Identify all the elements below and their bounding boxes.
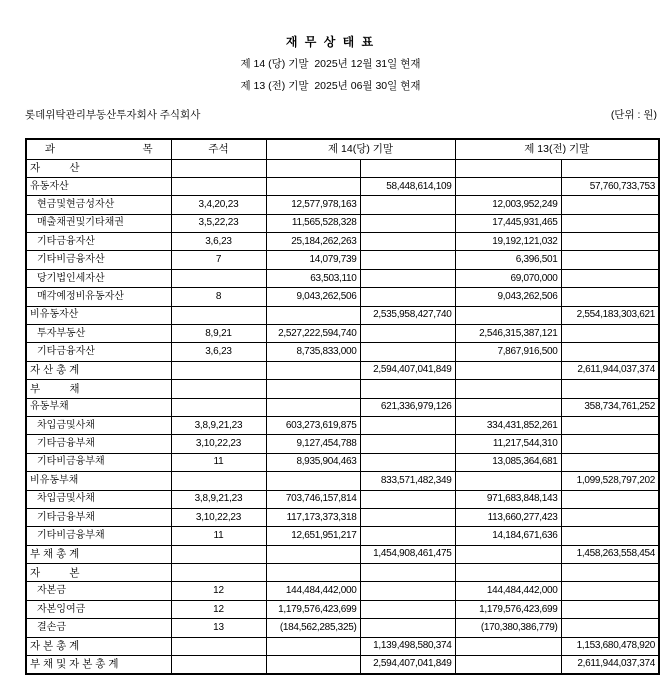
current-period-detail-value: 11,565,528,328 <box>266 214 360 232</box>
prior-period-detail-value: 334,431,852,261 <box>455 416 561 434</box>
current-period-total-value <box>360 233 455 251</box>
current-period-detail-value: 14,079,739 <box>266 251 360 269</box>
table-row <box>26 600 659 618</box>
balance-sheet-table <box>25 138 660 675</box>
prior-period-total-value <box>561 582 659 600</box>
prior-period-total-value <box>561 619 659 637</box>
current-period-total-value <box>360 343 455 361</box>
current-period-detail-value <box>266 398 360 416</box>
current-period-total-value <box>360 196 455 214</box>
account-label: 결손금 <box>26 619 171 637</box>
current-period-total-value <box>360 435 455 453</box>
note-reference <box>171 545 266 563</box>
prior-period-total-value <box>561 214 659 232</box>
prior-period-detail-value <box>455 361 561 379</box>
prior-period-total-value: 2,611,944,037,374 <box>561 361 659 379</box>
current-period-detail-value <box>266 306 360 324</box>
note-reference: 8 <box>171 288 266 306</box>
column-header-note: 주석 <box>171 139 266 159</box>
prior-period-total-value: 2,611,944,037,374 <box>561 656 659 674</box>
prior-period-total-value <box>561 527 659 545</box>
current-period-total-value <box>360 619 455 637</box>
table-row <box>26 214 659 232</box>
account-label: 기타비금융부채 <box>26 453 171 471</box>
table-row <box>26 527 659 545</box>
note-reference: 12 <box>171 600 266 618</box>
account-label: 기타금융부채 <box>26 435 171 453</box>
note-reference <box>171 177 266 195</box>
account-label: 부 채 총 계 <box>26 545 171 563</box>
note-reference <box>171 656 266 674</box>
note-reference <box>171 159 266 177</box>
table-row <box>26 398 659 416</box>
table-row <box>26 343 659 361</box>
current-period-total-value <box>360 416 455 434</box>
current-period-total-value: 58,448,614,109 <box>360 177 455 195</box>
table-row <box>26 196 659 214</box>
prior-period-detail-value <box>455 472 561 490</box>
current-period-detail-value <box>266 545 360 563</box>
prior-period-total-value <box>561 325 659 343</box>
current-period-detail-value <box>266 656 360 674</box>
note-reference: 3,5,22,23 <box>171 214 266 232</box>
current-period-total-value <box>360 582 455 600</box>
note-reference: 8,9,21 <box>171 325 266 343</box>
table-row <box>26 656 659 674</box>
current-period-detail-value <box>266 361 360 379</box>
prior-period-detail-value <box>455 656 561 674</box>
prior-period-detail-value: 971,683,848,143 <box>455 490 561 508</box>
table-row <box>26 472 659 490</box>
prior-period-detail-value: (170,380,386,779) <box>455 619 561 637</box>
current-period-detail-value <box>266 564 360 582</box>
column-header-account: 과 목 <box>26 139 171 159</box>
current-period-detail-value: 25,184,262,263 <box>266 233 360 251</box>
current-period-total-value: 621,336,979,126 <box>360 398 455 416</box>
prior-period-detail-value <box>455 564 561 582</box>
table-row <box>26 380 659 398</box>
table-row <box>26 637 659 655</box>
prior-period-detail-value: 13,085,364,681 <box>455 453 561 471</box>
table-row <box>26 177 659 195</box>
document-title: 재 무 상 태 표 <box>285 35 376 49</box>
prior-period-total-value <box>561 416 659 434</box>
prior-period-line: 제 13 (전) 기말 2025년 06월 30일 현재 <box>240 80 421 92</box>
account-label: 기타금융부채 <box>26 508 171 526</box>
prior-period-detail-value: 14,184,671,636 <box>455 527 561 545</box>
prior-period-detail-value: 17,445,931,465 <box>455 214 561 232</box>
current-period-total-value: 1,454,908,461,475 <box>360 545 455 563</box>
account-label: 유동부채 <box>26 398 171 416</box>
current-period-total-value <box>360 490 455 508</box>
current-period-detail-value: 2,527,222,594,740 <box>266 325 360 343</box>
current-period-total-value <box>360 214 455 232</box>
current-period-line: 제 14 (당) 기말 2025년 12월 31일 현재 <box>240 58 421 70</box>
note-reference: 3,10,22,23 <box>171 508 266 526</box>
table-row <box>26 325 659 343</box>
account-label: 기타비금융자산 <box>26 251 171 269</box>
table-row <box>26 453 659 471</box>
current-period-total-value <box>360 527 455 545</box>
prior-period-detail-value: 6,396,501 <box>455 251 561 269</box>
account-label: 매각예정비유동자산 <box>26 288 171 306</box>
table-row <box>26 564 659 582</box>
account-label: 현금및현금성자산 <box>26 196 171 214</box>
prior-period-detail-value: 12,003,952,249 <box>455 196 561 214</box>
note-reference: 12 <box>171 582 266 600</box>
note-reference <box>171 564 266 582</box>
table-row <box>26 508 659 526</box>
prior-period-total-value: 57,760,733,753 <box>561 177 659 195</box>
account-label: 투자부동산 <box>26 325 171 343</box>
current-period-total-value: 1,139,498,580,374 <box>360 637 455 655</box>
prior-period-detail-value: 19,192,121,032 <box>455 233 561 251</box>
current-period-detail-value <box>266 177 360 195</box>
prior-period-total-value <box>561 453 659 471</box>
table-row <box>26 619 659 637</box>
prior-period-total-value: 358,734,761,252 <box>561 398 659 416</box>
prior-period-total-value <box>561 380 659 398</box>
current-period-total-value <box>360 269 455 287</box>
table-row <box>26 233 659 251</box>
prior-period-detail-value <box>455 637 561 655</box>
prior-period-total-value <box>561 564 659 582</box>
prior-period-total-value <box>561 159 659 177</box>
prior-period-total-value <box>561 288 659 306</box>
prior-period-total-value <box>561 269 659 287</box>
note-reference: 11 <box>171 453 266 471</box>
note-reference <box>171 306 266 324</box>
table-row <box>26 288 659 306</box>
account-label: 기타금융자산 <box>26 233 171 251</box>
account-label: 차입금및사채 <box>26 416 171 434</box>
note-reference <box>171 361 266 379</box>
current-period-total-value: 2,594,407,041,849 <box>360 361 455 379</box>
account-label: 부 채 및 자 본 총 계 <box>26 656 171 674</box>
current-period-detail-value: 63,503,110 <box>266 269 360 287</box>
note-reference: 13 <box>171 619 266 637</box>
prior-period-total-value <box>561 343 659 361</box>
note-reference: 3,6,23 <box>171 233 266 251</box>
note-reference: 7 <box>171 251 266 269</box>
note-reference: 3,8,9,21,23 <box>171 490 266 508</box>
current-period-total-value <box>360 453 455 471</box>
current-period-detail-value: 117,173,373,318 <box>266 508 360 526</box>
table-row <box>26 159 659 177</box>
note-reference <box>171 472 266 490</box>
account-label: 자 본 총 계 <box>26 637 171 655</box>
account-label: 부 채 <box>26 380 171 398</box>
note-reference: 3,4,20,23 <box>171 196 266 214</box>
table-row <box>26 490 659 508</box>
prior-period-detail-value <box>455 159 561 177</box>
current-period-detail-value <box>266 637 360 655</box>
current-period-detail-value: 603,273,619,875 <box>266 416 360 434</box>
note-reference <box>171 637 266 655</box>
account-label: 자본금 <box>26 582 171 600</box>
note-reference <box>171 269 266 287</box>
account-label: 유동자산 <box>26 177 171 195</box>
current-period-detail-value: 12,577,978,163 <box>266 196 360 214</box>
current-period-detail-value <box>266 380 360 398</box>
current-period-total-value: 833,571,482,349 <box>360 472 455 490</box>
prior-period-total-value <box>561 600 659 618</box>
note-reference: 3,6,23 <box>171 343 266 361</box>
prior-period-total-value <box>561 233 659 251</box>
prior-period-total-value <box>561 508 659 526</box>
prior-period-total-value <box>561 251 659 269</box>
current-period-total-value <box>360 508 455 526</box>
account-label: 비유동자산 <box>26 306 171 324</box>
current-period-total-value <box>360 380 455 398</box>
prior-period-total-value <box>561 435 659 453</box>
table-body <box>26 159 659 674</box>
prior-period-detail-value: 11,217,544,310 <box>455 435 561 453</box>
prior-period-detail-value <box>455 177 561 195</box>
current-period-detail-value: 8,735,833,000 <box>266 343 360 361</box>
current-period-total-value <box>360 325 455 343</box>
current-period-detail-value: 1,179,576,423,699 <box>266 600 360 618</box>
prior-period-total-value: 2,554,183,303,621 <box>561 306 659 324</box>
account-label: 기타금융자산 <box>26 343 171 361</box>
prior-period-detail-value <box>455 306 561 324</box>
prior-period-total-value <box>561 196 659 214</box>
current-period-detail-value: 12,651,951,217 <box>266 527 360 545</box>
current-period-total-value: 2,594,407,041,849 <box>360 656 455 674</box>
company-name: 롯데위탁관리부동산투자회사 주식회사 <box>25 109 201 121</box>
account-label: 매출채권및기타채권 <box>26 214 171 232</box>
table-row <box>26 306 659 324</box>
current-period-total-value: 2,535,958,427,740 <box>360 306 455 324</box>
prior-period-detail-value: 9,043,262,506 <box>455 288 561 306</box>
note-reference: 3,8,9,21,23 <box>171 416 266 434</box>
table-row <box>26 269 659 287</box>
account-label: 자 산 <box>26 159 171 177</box>
current-period-detail-value: 703,746,157,814 <box>266 490 360 508</box>
prior-period-detail-value <box>455 545 561 563</box>
prior-period-total-value <box>561 490 659 508</box>
account-label: 당기법인세자산 <box>26 269 171 287</box>
current-period-total-value <box>360 251 455 269</box>
current-period-detail-value <box>266 472 360 490</box>
current-period-total-value <box>360 564 455 582</box>
account-label: 차입금및사채 <box>26 490 171 508</box>
table-header-row <box>26 139 659 159</box>
prior-period-detail-value: 144,484,442,000 <box>455 582 561 600</box>
account-label: 비유동부채 <box>26 472 171 490</box>
column-header-current-period: 제 14(당) 기말 <box>266 139 455 159</box>
table-row <box>26 435 659 453</box>
prior-period-detail-value <box>455 380 561 398</box>
table-row <box>26 545 659 563</box>
prior-period-detail-value: 2,546,315,387,121 <box>455 325 561 343</box>
note-reference <box>171 380 266 398</box>
current-period-detail-value: 9,127,454,788 <box>266 435 360 453</box>
account-label: 기타비금융부채 <box>26 527 171 545</box>
prior-period-detail-value <box>455 398 561 416</box>
column-header-prior-period: 제 13(전) 기말 <box>455 139 659 159</box>
prior-period-detail-value: 113,660,277,423 <box>455 508 561 526</box>
prior-period-total-value: 1,458,263,558,454 <box>561 545 659 563</box>
current-period-detail-value <box>266 159 360 177</box>
prior-period-detail-value: 7,867,916,500 <box>455 343 561 361</box>
prior-period-total-value: 1,153,680,478,920 <box>561 637 659 655</box>
account-label: 자 산 총 계 <box>26 361 171 379</box>
note-reference <box>171 398 266 416</box>
current-period-detail-value: 144,484,442,000 <box>266 582 360 600</box>
account-label: 자 본 <box>26 564 171 582</box>
prior-period-detail-value: 69,070,000 <box>455 269 561 287</box>
table-row <box>26 251 659 269</box>
current-period-detail-value: (184,562,285,325) <box>266 619 360 637</box>
current-period-total-value <box>360 288 455 306</box>
current-period-detail-value: 9,043,262,506 <box>266 288 360 306</box>
prior-period-total-value: 1,099,528,797,202 <box>561 472 659 490</box>
current-period-total-value <box>360 600 455 618</box>
current-period-total-value <box>360 159 455 177</box>
table-row <box>26 361 659 379</box>
currency-unit-label: (단위 : 원) <box>610 109 657 121</box>
note-reference: 11 <box>171 527 266 545</box>
current-period-detail-value: 8,935,904,463 <box>266 453 360 471</box>
table-row <box>26 582 659 600</box>
note-reference: 3,10,22,23 <box>171 435 266 453</box>
prior-period-detail-value: 1,179,576,423,699 <box>455 600 561 618</box>
account-label: 자본잉여금 <box>26 600 171 618</box>
table-row <box>26 416 659 434</box>
